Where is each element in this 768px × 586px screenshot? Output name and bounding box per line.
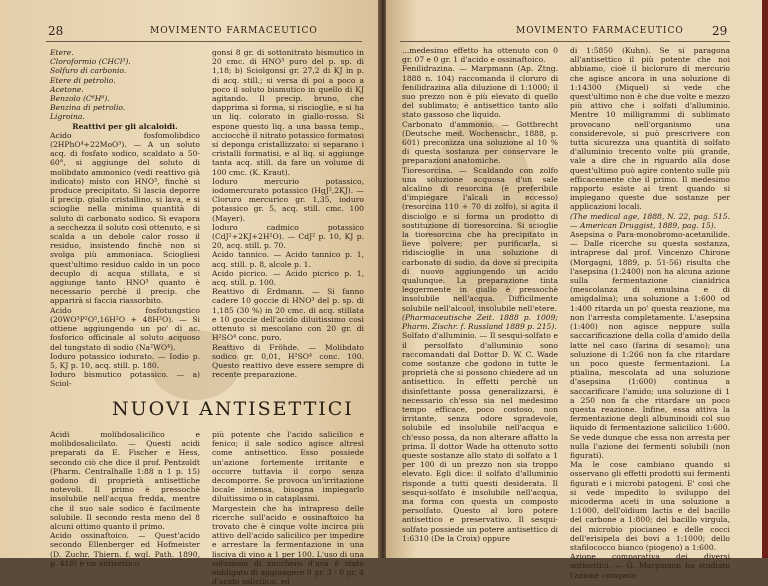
left-column-1: [50, 48, 200, 390]
solvent-item: Benzina di petrolio.: [50, 103, 126, 113]
solvent-item: Acetone.: [50, 84, 84, 94]
paragraph: Ioduro potassico iodurato. — Iodio p. 5, KJ p. 10, acq. still. p. 180.: [50, 351, 200, 370]
paragraph: Acidi molibdosalicilico e molibdosalicilato. — Questi acidi preparati da E. Fischer e Hess, secondo ciò che dice il prof. Pentzoldt (Pharm. Centralhalle 1:88 n 1 p. 15) godono di proprietà antisettiche notevoli. Il primo è pressochè insolubile nell'acqua fredda, mentre che il suo sale sodico è facilmente solubile. Il secondo resta meno del 8 alcuni ottimo quanto il primo.: [50, 430, 200, 532]
paragraph: Azione comparativa dei diversi antisettici. — G. Marpmann ha studiato l'azione compara-: [570, 552, 730, 580]
solvent-item: Cloroformio (CHCl³).: [50, 57, 131, 67]
left-running-header: MOVIMENTO FARMACEUTICO: [150, 26, 318, 36]
paragraph: Reattivo di Erdmann. — Si fanno cadere 10 goccie di HNO³ del p. sp. di 1,185 (30 %) in 20 cmc. di acq. stillata e 10 goccie dell'acido diluitissimo così ottenuto si mescolano con 20 gr. di H²SO⁴ conc. puro.: [212, 287, 364, 343]
paragraph: Solfato d'alluminio. — Il sesqui-solfato e il persolfato d'alluminio sono raccomandati dal Dottor D. W. C. Wade come sostanze che godono in tutte le proprietà che si possono chiedere ad un antisettico. In effetti perchè un disinfettante possa generalizzarsi, è necessario ch'esso sia nel medesimo tempo efficace, poco costoso, non irritante, senza odore sgradevole, solubile ed insolubile nell'acqua e ch'esso possa, da non alterare affatto la prima. Il dottor Wade ha ottenuto sotto queste sostanze allo stato di solfato a 1 per 100 di un prezzo non sia troppo elevato. Egli dice: il solfato d'alluminio risponde a tutti questi desiderata. Il sesqui-solfato è insolubile nell'acqua, ma forma con questa un composto persolfato. Questo al loro potere antisettico e preservativo. Il sesqui-solfato possiede un potere antisettico di 1:6310 (De la Croix) oppure: [402, 331, 558, 543]
header-rule: [400, 41, 730, 42]
right-column-1: [402, 46, 558, 556]
left-page: [0, 0, 380, 586]
reagents-heading: Reattivi per gli alcaloidi.: [72, 121, 178, 131]
book-edge: [762, 0, 768, 558]
citation: (Pharmaceutische Zeit. 1888 p. 1009; Pharm. Zischr. f. Russland 1889 p. 215).: [402, 312, 558, 332]
paragraph: Acido tannico. — Acido tannico p. 1, acq. still. p. 8, alcole p. 1.: [212, 250, 364, 269]
solvent-item: Etere di petrolio.: [50, 75, 116, 85]
paragraph: più potente che l'acido salicilico e fenico; il sale sodico agisce altresì come antisettico. Esso possiede un'azione fortemente irritante e occorre tuttavia il corpo senza decomporre. Se provoca un'irritazione locale intensa, bisogna impiegarlo diluitissimo o in cataplasmi.: [212, 430, 364, 504]
solvent-item: Solfuro di carbonio.: [50, 66, 127, 76]
right-running-header: MOVIMENTO FARMACEUTICO: [516, 26, 684, 36]
paragraph: ...medesimo effetto ha ottenuto con 0 gr. 07 e 0 gr. 1 d'acido e ossinaftoico.: [402, 46, 558, 65]
right-page-number: 29: [712, 24, 728, 38]
paragraph: di 1:5850 (Kuhn). Se si paragona all'antisettico il più potente che noi abbiamo, cioè il bicloruro di mercurio che agisce ancora in una soluzione di 1:14300 (Miquel) si vede che quest'ultimo non è che due volte e mezzo più attivo che i solfati d'alluminio. Mentre 10 milligrammi di sublimato provocano nell'organismo una considerevole, si può prescrivere con tutta sicurezza una quantità di solfato d'alluminio trecento volte più grande, vale a dire che in riguardo alla dose quest'ultimo può agire contento sulle più efficacemente che il primo. Il medesimo rapporto esiste ai trent quando si impiegano queste due sostanze per applicazioni locali.: [570, 46, 730, 212]
left-section-column-2: [212, 430, 364, 586]
right-column-2: [570, 46, 730, 580]
solvent-item: Ligroina.: [50, 112, 85, 122]
paragraph: Margestein che ha intrapreso delle ricerche sull'acido e ossinaftoico ha trovato che è cinque volte incirca più attivo dell'acido salicilico per impedire e arrestare la fermentazione in una lisciva di vino a 1 per 100. L'uso di una soluzione di zucchero d'uva è stato obbligato di aggiungere 0 gr. 3 - 0 gr. 4 d'acido salicilico, ed: [212, 503, 364, 586]
paragraph: Ioduro bismutico potassico. — a) Sciol-: [50, 370, 200, 389]
paragraph: gonsi 8 gr. di sottonitrato bismutico in 20 cmc. di HNO³ puro del p. sp. di 1,18; b) Sciolgonsi gr. 27,2 di KJ in p. di acq. still.; si versa di poi a poco a poco il soluto bismutico in quello di KJ agitando. Il precip. bruno, che dapprima si forma, si riscioglie, e si ha un liq. colorato in giallo-rosso. Si espone questo liq. a una bassa temp., acciocchè il nitrato potassico formatosi si deponga cristallizzato: si separano i cristalli formatisi, e al liq. si aggiunge tanta acq. still. da fare un volume di 100 cmc. (K. Kraut).: [212, 48, 364, 177]
paragraph: Acido fosfomolibdico (2HPhO⁴+22MoO³). — A un soluto acq. di fosfato sodico, scaldato a 50-60°, si aggiunge del soluto di molibdato ammonico (vedi reattivo già indicato) misto con HNO³, finchè si produce precipitato. Si lascia deporre il precip. giallo cristallino, si lava, e si scioglie nella minima quantità di soluto di carbonato sodico. Si evapora a secchezza il soluto così ottenuto, e si scalda a un debole calor rosso il residuo, insistendo finchè non si svolga più ammoniaca. Sciogliesi quest'ultimo residuo caldo in un poco decuplo di acqua stillata, e si aggiunge tanto HNO³ quanto è necessario perchè il precip. che apparirà si faccia riassorbito.: [50, 130, 200, 306]
section-title: NUOVI ANTISETTICI: [112, 398, 354, 420]
paragraph: Reattivo di Fröhde. — Molibdato sodico gr. 0,01, H²SO⁴ conc. 100. Questo reattivo deve essere sempre di recente preparazione.: [212, 342, 364, 380]
paragraph: Ma le cose cambiano quando si osservano gli effetti prodotti sui fermenti figurati e i microbi patogeni. E' così che si vede impedito lo sviluppo del micoderma aceti in una soluzione a 1:1000, dell'oïdium lactis e del bacillo del carbone a 1:800; del bacillo virgula, del microbio piocianeo e delle cocci dell'erisipela dei bovi a 1:1000; dello stafilococco bianco (piogeno) a 1:600.: [570, 460, 730, 552]
paragraph: Acido fosfotungstico (20WO³P²O⁵,16H²O + 48H²O). — Si ottiene aggiungendo un po' di ac. fosforico officinale al soluto acquoso del tungstato di sodio (Na²WO⁴).: [50, 305, 200, 352]
solvent-item: Etere.: [50, 48, 74, 57]
citation: (The medical age, 1888, N. 22, pag. 515. — American Druggist, 1889, pag. 15).: [570, 211, 730, 230]
left-column-2: [212, 48, 364, 390]
paragraph: Ioduro mercurio potassico, iodomercurato potassico (HgJ²,2KJ). — Cloruro mercurico gr. 1,35, ioduro potassico gr. 5, acq. still. cmc. 100 (Mayer).: [212, 176, 364, 223]
paragraph: Carbonato d'ammonio. — Gottbrecht (Deutsche med. Wochenschr., 1888, p. 601) preconizza una soluzione al 10 % di questa sostanza per conservare le preparazioni anatomiche.: [402, 119, 558, 166]
paragraph: Acido picrico. — Acido picrico p. 1, acq. still. p. 100.: [212, 268, 364, 288]
left-section-column-1: [50, 430, 200, 568]
paragraph: Asepsina o Para-monobromo-acetanilide. — Dalle ricerche su questa sostanza, intraprese dal prof. Vincenzo Chirone (Morgagni, 1889, p. 51-56) risulta che l'asepsina (1:2400) non ha alcuna azione sulla fermentazione cianidrica (mescolanza di emulsina e di amigdalina); una soluzione a 1:600 od 1:400 ritarda un po' questa reazione, ma non l'arresta completamente. L'asepsina (1:400) non agisce neppure sulla saccarificazione della colla d'amido della latte nel caso (farina di sesamo); una soluzione di 1:266 non fa che ritardare un poco queste fermentazioni. La ptialina, mescolata ad una soluzione d'asepsina (1:600) continua a saccarificare l'amido; una soluzione di 1 a 250 non fa che ritardare un poco questa reazione. Infine, essa attiva la fermentazione degli albuminoidi col suo liquido di fermentazione salicilico 1:600. Se vede dunque che essa non arresta per nulla l'azione dei fermenti solubili (non figurati).: [570, 230, 730, 460]
right-page: [386, 0, 768, 580]
paragraph: Tioresorcina. — Scaldando con zolfo una soluzione acquosa d'un sale alcalino di resorcina (è preferibile d'impiegare l'alcali in eccesso) (resorcina 110 + 70 di zolfo), si agita il disciolgo e si forma un prodotto di sostituzione di tioresorcina. Si scioglie la tioresorcina che ha precipitato in lieve polvere; per purificarla, si ridiscioglie in una soluzione di carbonato di sodio, da dove si precipita di nuovo aggiungendo un acido qualunque. La preparazione tinta leggermente in giallo è pressochè insolubile nell'acqua. Difficilmente solubile nell'alcool, insolubile nell'etere.: [402, 165, 558, 313]
solvent-item: Benzolo (C⁶H⁶).: [50, 94, 110, 104]
paragraph: Acido ossinaftoico. — Quest'acido secondo Ellenberger ed Hofmeister (D. Zuchr. Thiern. f. wgl. Path. 1890, p. 418) è un antisettico: [50, 531, 200, 568]
left-page-number: 28: [48, 24, 64, 38]
paragraph: Fenilidrazina. — Marpmann (Ap. Ztng. 1888 n. 104) raccomanda il cloruro di fenilidrazina alla diluzione di 1:1000; il suo prezzo non è più elevato di quello del sublimato; è antisettico tanto allo stato gassoso che liquido.: [402, 64, 558, 120]
paragraph: Ioduro cadmico potassico (CdJ²+2KJ+2H²O). — CdJ² p. 10, KJ p. 20, acq. still. p. 70.: [212, 222, 364, 251]
header-rule: [46, 41, 362, 42]
